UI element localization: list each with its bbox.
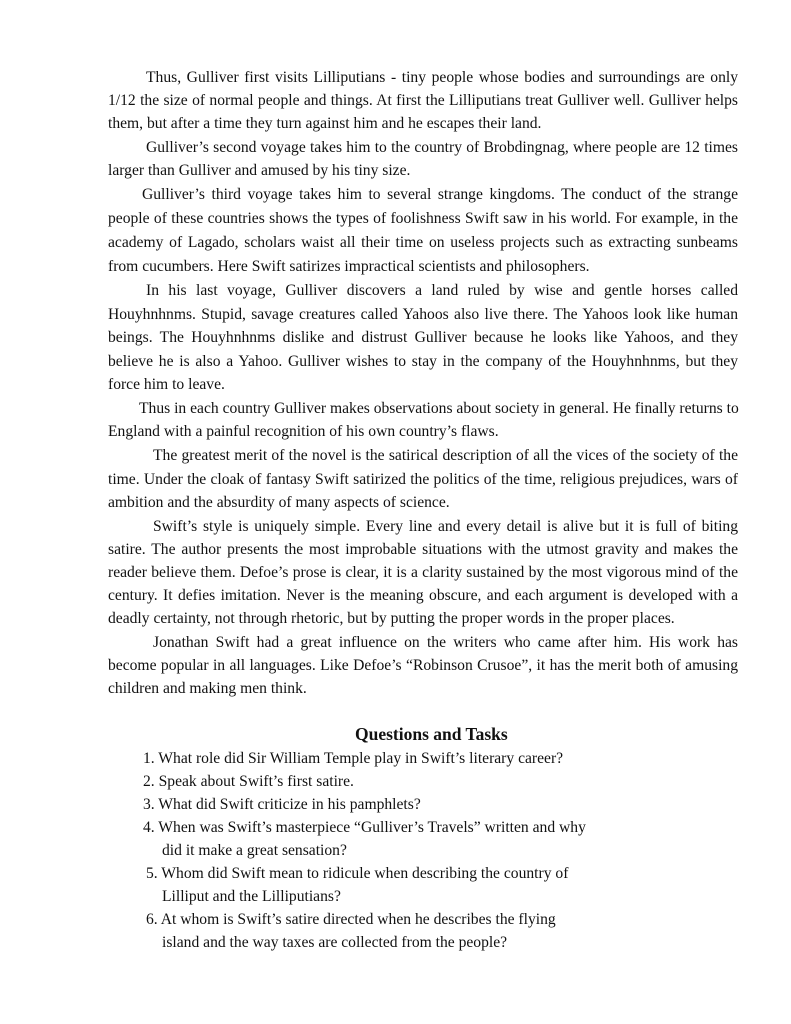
text-line: people of these countries shows the types of foolishness Swift saw in his world. For example, in the xyxy=(108,210,738,227)
text-line: believe he is also a Yahoo. Gulliver wishes to stay in the company of the Houyhnhnms, but they xyxy=(108,353,738,370)
text-line: In his last voyage, Gulliver discovers a land ruled by wise and gentle horses called xyxy=(146,282,738,299)
section-heading: Questions and Tasks xyxy=(355,724,508,744)
text-line: The greatest merit of the novel is the satirical description of all the vices of the society of the xyxy=(153,447,738,464)
text-line: Gulliver’s second voyage takes him to the country of Brobdingnag, where people are 12 times xyxy=(146,139,738,156)
text-line: century. It defies imitation. Never is the meaning obscure, and each argument is developed with a xyxy=(108,587,738,604)
text-line: them, but after a time they turn against him and he escapes their land. xyxy=(108,115,542,132)
text-line: satire. The author presents the most improbable situations with the utmost gravity and makes the xyxy=(108,541,738,558)
question-item: 3. What did Swift criticize in his pamphlets? xyxy=(143,796,421,813)
text-line: become popular in all languages. Like Defoe’s “Robinson Crusoe”, it has the merit both of amusing xyxy=(108,657,738,674)
text-line: Jonathan Swift had a great influence on the writers who came after him. His work has xyxy=(153,634,738,651)
text-line: Swift’s style is uniquely simple. Every line and every detail is alive but it is full of biting xyxy=(153,518,738,535)
text-line: time. Under the cloak of fantasy Swift satirized the politics of the time, religious prejudices, wars of xyxy=(108,471,738,488)
text-line: Thus in each country Gulliver makes observations about society in general. He finally returns to xyxy=(139,400,739,417)
question-item: 1. What role did Sir William Temple play in Swift’s literary career? xyxy=(143,750,564,767)
text-line: 1/12 the size of normal people and things. At first the Lilliputians treat Gulliver well. Gulliver helps xyxy=(108,92,738,109)
text-line: reader believe them. Defoe’s prose is clear, it is a clarity sustained by the most vigorous mind of the xyxy=(108,564,738,581)
text-line: Thus, Gulliver first visits Lilliputians - tiny people whose bodies and surroundings are only xyxy=(146,69,738,86)
text-line: Gulliver’s third voyage takes him to several strange kingdoms. The conduct of the strange xyxy=(142,186,738,203)
text-line: beings. The Houyhnhnms dislike and distrust Gulliver because he looks like Yahoos, and they xyxy=(108,329,738,346)
question-item: 2. Speak about Swift’s first satire. xyxy=(143,773,354,790)
text-line: academy of Lagado, scholars waist all their time on useless projects such as extracting sunbeams xyxy=(108,234,738,251)
text-line: from cucumbers. Here Swift satirizes impractical scientists and philosophers. xyxy=(108,258,590,275)
question-item-continuation: Lilliput and the Lilliputians? xyxy=(162,888,341,905)
text-line: children and making men think. xyxy=(108,680,307,697)
text-line: England with a painful recognition of his own country’s flaws. xyxy=(108,423,499,440)
text-line: deadly certainty, not through rhetoric, but by putting the proper words in the proper places. xyxy=(108,610,675,627)
question-item: 5. Whom did Swift mean to ridicule when describing the country of xyxy=(146,865,569,882)
question-item-continuation: did it make a great sensation? xyxy=(162,842,347,859)
text-line: Houyhnhnms. Stupid, savage creatures called Yahoos also live there. The Yahoos look like human xyxy=(108,306,738,323)
text-line: ambition and the absurdity of many aspects of science. xyxy=(108,494,450,511)
question-item: 4. When was Swift’s masterpiece “Gulliver’s Travels” written and why xyxy=(143,819,586,836)
text-line: larger than Gulliver and amused by his tiny size. xyxy=(108,162,411,179)
question-item: 6. At whom is Swift’s satire directed when he describes the flying xyxy=(146,911,556,928)
question-item-continuation: island and the way taxes are collected from the people? xyxy=(162,934,508,951)
text-line: force him to leave. xyxy=(108,376,225,393)
